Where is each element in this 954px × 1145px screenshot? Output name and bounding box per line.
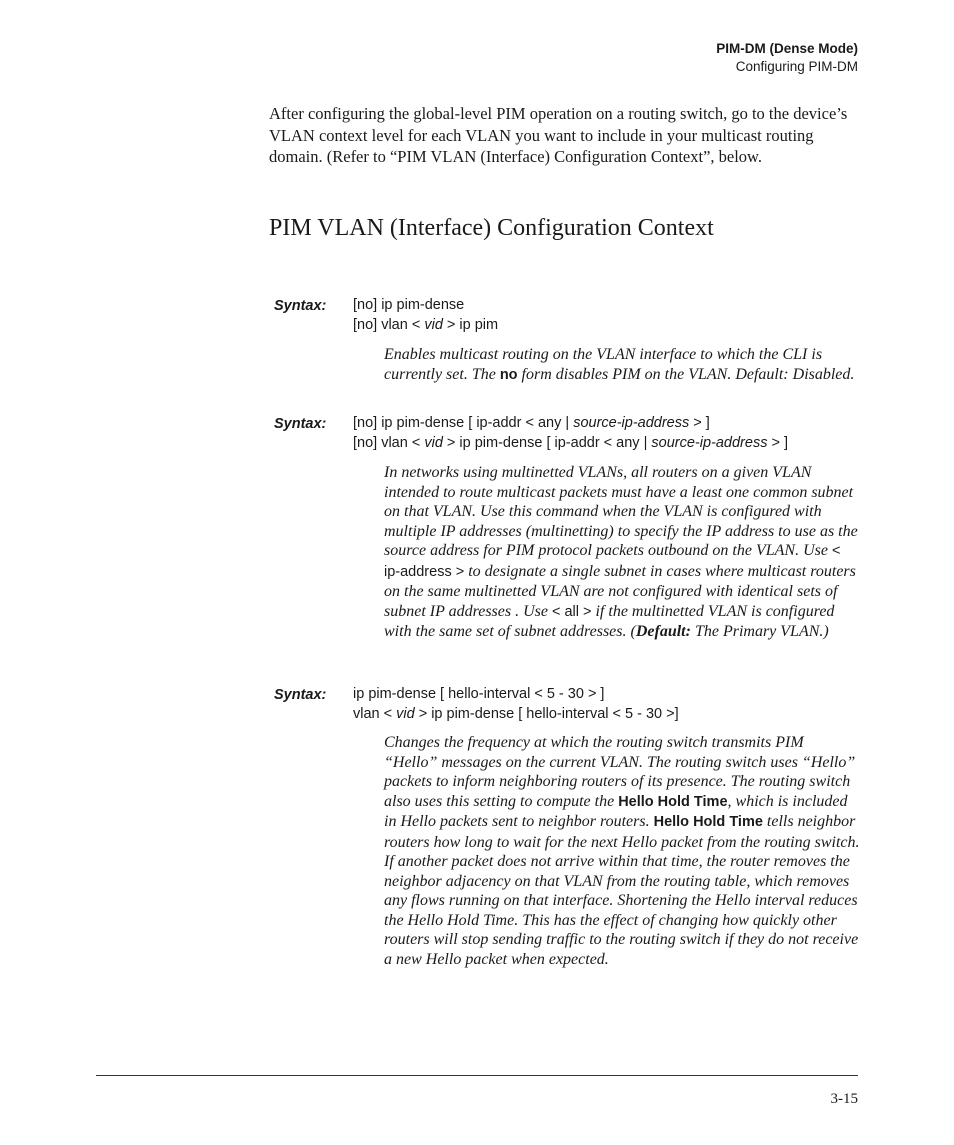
syntax-command xyxy=(353,296,498,335)
syntax-command xyxy=(353,414,788,453)
command-line: [no] vlan < vid > ip pim xyxy=(353,316,499,333)
syntax-description: Enables multicast routing on the VLAN interface to which the CLI is currently set. The no form disables PIM on the VLAN. Default: Disabled. xyxy=(384,346,855,383)
intro-paragraph: After configuring the global-level PIM operation on a routing switch, go to the device’s VLAN context level for each VLAN you want to include in your multicast routing domain. (Refer to “PIM VLAN (Interface) Configuration Context”, below. xyxy=(269,104,848,166)
section-heading: PIM VLAN (Interface) Configuration Context xyxy=(269,215,714,241)
command-line: ip pim-dense [ hello-interval < 5 - 30 > ] xyxy=(353,686,605,702)
syntax-label: Syntax: xyxy=(274,298,327,314)
footer-rule xyxy=(96,1075,858,1076)
syntax-label: Syntax: xyxy=(274,416,327,432)
chapter-title: PIM-DM (Dense Mode) xyxy=(716,41,858,56)
command-line: [no] ip pim-dense [ ip-addr < any | source-ip-address > ] xyxy=(353,415,710,431)
syntax-description: Changes the frequency at which the routing switch transmits PIM “Hello” messages on the current VLAN. The routing switch uses “Hello” packets to inform neighboring routers of its presence. The routing switch also uses this setting to compute the Hello Hold Time, which is included in Hello packets sent to neighbor routers. Hello Hold Time tells neighbor routers how long to wait for the next Hello packet from the routing switch. If another packet does not arrive within that time, the router removes the neighbor adjacency on that VLAN from the routing table, which removes any flows running on that interface. Shortening the Hello interval reduces the Hello Hold Time. This has the effect of changing how quickly other routers will stop sending traffic to the routing switch if they do not receive a new Hello packet when expected. xyxy=(384,734,860,968)
command-line: [no] ip pim-dense xyxy=(353,297,465,313)
running-header xyxy=(716,40,858,76)
syntax-command xyxy=(353,685,679,724)
command-line: [no] vlan < vid > ip pim-dense [ ip-addr < any | source-ip-address > ] xyxy=(353,434,789,451)
syntax-label: Syntax: xyxy=(274,687,327,703)
page-number: 3-15 xyxy=(830,1091,858,1107)
syntax-description: In networks using multinetted VLANs, all routers on a given VLAN intended to route multicast packets must have a least one common subnet on that VLAN. Use this command when the VLAN is configured with multiple IP addresses (multinetting) to specify the IP address to use as the source address for PIM protocol packets outbound on the VLAN. Use < ip-address > to designate a single subnet in cases where multicast routers on the same multinetted VLAN are not configured with identical sets of subnet IP addresses . Use < all > if the multinetted VLAN is configured with the same set of subnet addresses. (Default: The Primary VLAN.) xyxy=(384,464,858,640)
command-line: vlan < vid > ip pim-dense [ hello-interval < 5 - 30 >] xyxy=(353,705,679,722)
section-title: Configuring PIM-DM xyxy=(735,59,858,74)
